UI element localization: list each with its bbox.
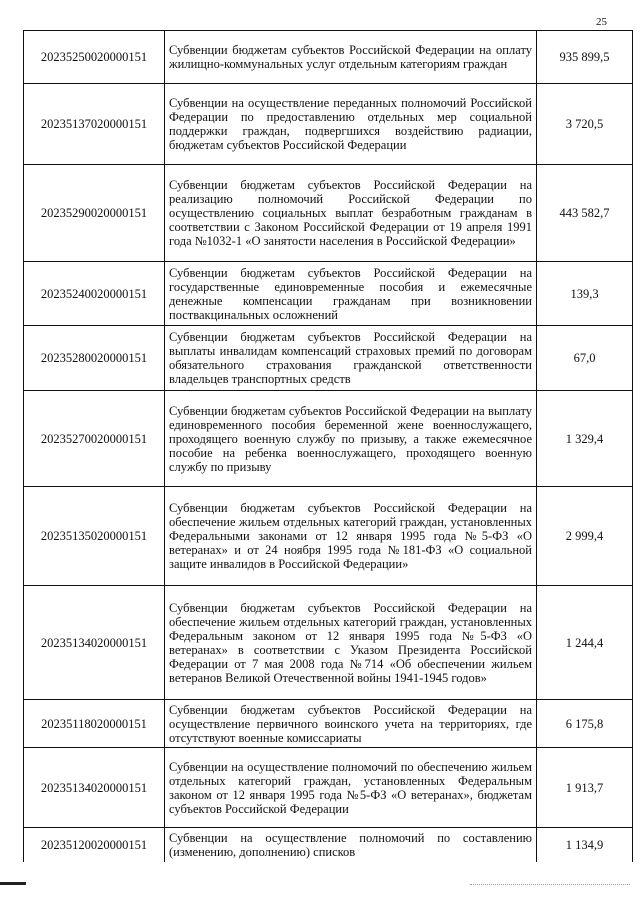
budget-code-cell: 20235137020000151: [24, 84, 165, 165]
amount-cell: 67,0: [537, 326, 633, 391]
amount-cell: 139,3: [537, 262, 633, 326]
description-cell: [165, 165, 537, 262]
table-row: [24, 828, 633, 862]
table-row: [24, 700, 633, 748]
description-cell: [165, 828, 537, 862]
budget-code-cell: 20235280020000151: [24, 326, 165, 391]
amount-cell: 443 582,7: [537, 165, 633, 262]
description-cell: [165, 586, 537, 700]
budget-code-cell: 20235120020000151: [24, 828, 165, 862]
budget-code-cell: 20235290020000151: [24, 165, 165, 262]
scan-artifact-mark: [0, 882, 26, 885]
amount-cell: 935 899,5: [537, 31, 633, 84]
description-text: Субвенции бюджетам субъектов Российской Федерации на выплату единовременного пособия беременной жене военнослужащего, проходящего военную службу по призыву, а также ежемесячное пособие на ребенка военнослужащего, проходящего военную службу по призыву: [169, 403, 532, 474]
amount-cell: 3 720,5: [537, 84, 633, 165]
description-cell: [165, 262, 537, 326]
budget-code-cell: 20235250020000151: [24, 31, 165, 84]
budget-code-cell: 20235134020000151: [24, 586, 165, 700]
description-cell: [165, 700, 537, 748]
scan-artifact-dots: [470, 884, 630, 886]
description-cell: [165, 31, 537, 84]
table-row: [24, 487, 633, 586]
description-cell: [165, 84, 537, 165]
description-cell: [165, 748, 537, 828]
description-text: Субвенции на осуществление полномочий по обеспечению жильем отдельных категорий граждан, установленных Федеральным законом от 12 января 1995 года №5-ФЗ «О ветеранах», бюджетам субъектов Российской Федерации: [169, 759, 532, 816]
amount-cell: 2 999,4: [537, 487, 633, 586]
amount-cell: 6 175,8: [537, 700, 633, 748]
table-row: [24, 31, 633, 84]
table-row: [24, 748, 633, 828]
description-cell: [165, 326, 537, 391]
description-text: Субвенции бюджетам субъектов Российской Федерации на осуществление первичного воинского учета на территориях, где отсутствуют военные комиссариаты: [169, 702, 532, 745]
description-text: Субвенции бюджетам субъектов Российской Федерации на обеспечение жильем отдельных категорий граждан, установленных Федеральным законом от 12 января 1995 года №5-ФЗ «О ветеранах» в соответствии с Указом Президента Российской Федерации от 7 мая 2008 года №714 «Об обеспечении жильем ветеранов Великой Отечественной войны 1941-1945 годов»: [169, 600, 532, 685]
description-text: Субвенции на осуществление полномочий по составлению (изменению, дополнению) списков: [169, 830, 532, 859]
description-text: Субвенции бюджетам субъектов Российской Федерации на оплату жилищно-коммунальных услуг отдельным категориям граждан: [169, 43, 532, 71]
budget-code-cell: 20235135020000151: [24, 487, 165, 586]
description-text: Субвенции бюджетам субъектов Российской Федерации на реализацию полномочий Российской Федерации по осуществлению социальных выплат безработным гражданам в соответствии с Законом Российской Федерации от 19 апреля 1991 года №1032-1 «О занятости населения в Российской Федерации»: [169, 178, 532, 248]
amount-cell: 1 329,4: [537, 391, 633, 487]
description-text: Субвенции на осуществление переданных полномочий Российской Федерации по предоставлению отдельных мер социальной поддержки граждан, подвергшихся воздействию радиации, бюджетам субъектов Российской Федерации: [169, 96, 532, 152]
description-text: Субвенции бюджетам субъектов Российской Федерации на государственные единовременные пособия и ежемесячные денежные компенсации гражданам при возникновении поствакцинальных осложнений: [169, 265, 532, 322]
amount-cell: 1 134,9: [537, 828, 633, 862]
amount-cell: 1 913,7: [537, 748, 633, 828]
description-text: Субвенции бюджетам субъектов Российской Федерации на выплаты инвалидам компенсаций страховых премий по договорам обязательного страхования гражданской ответственности владельцев транспортных средств: [169, 330, 532, 386]
budget-code-cell: 20235118020000151: [24, 700, 165, 748]
description-text: Субвенции бюджетам субъектов Российской Федерации на обеспечение жильем отдельных категорий граждан, установленных Федеральными законами от 12 января 1995 года №5-ФЗ «О ветеранах» и от 24 ноября 1995 года №181-ФЗ «О социальной защите инвалидов в Российской Федерации»: [169, 501, 532, 571]
budget-code-cell: 20235134020000151: [24, 748, 165, 828]
budget-code-cell: 20235240020000151: [24, 262, 165, 326]
page-number: 25: [596, 16, 607, 28]
table-row: [24, 586, 633, 700]
table-row: [24, 391, 633, 487]
description-cell: [165, 391, 537, 487]
table-row: [24, 326, 633, 391]
subvention-table: [23, 30, 633, 862]
table-row: [24, 262, 633, 326]
table-row: [24, 84, 633, 165]
description-cell: [165, 487, 537, 586]
table-row: [24, 165, 633, 262]
amount-cell: 1 244,4: [537, 586, 633, 700]
budget-code-cell: 20235270020000151: [24, 391, 165, 487]
